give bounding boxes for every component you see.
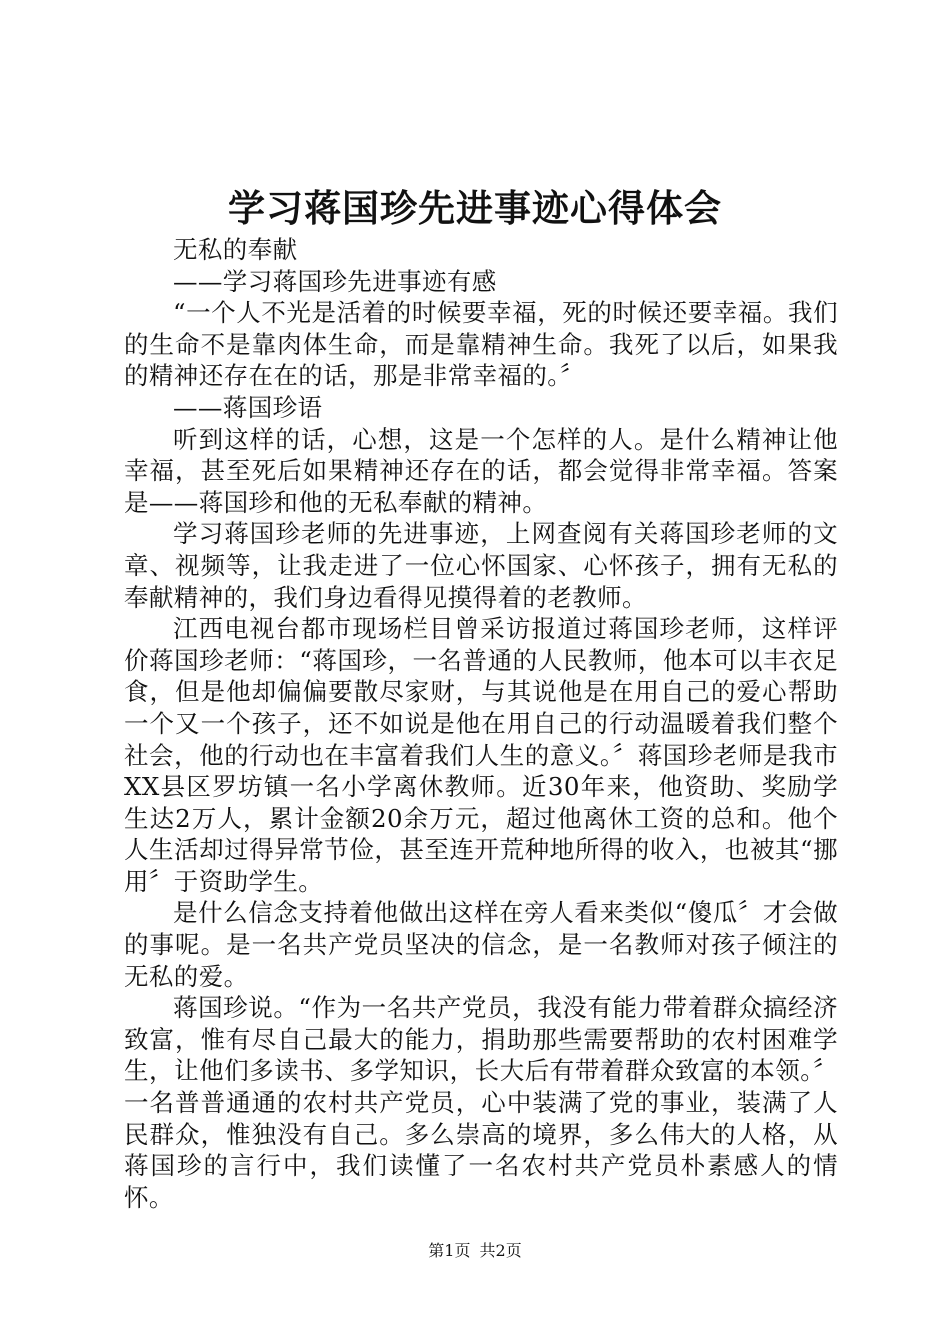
paragraph: 听到这样的话，心想，这是一个怎样的人。是什么精神让他幸福，甚至死后如果精神还存在的话，都会觉得非常幸福。答案是——蒋国珍和他的无私奉献的精神。 — [124, 424, 838, 517]
paragraph: 江西电视台都市现场栏目曾采访报道过蒋国珍老师，这样评价蒋国珍老师：“蒋国珍，一名普通的人民教师，他本可以丰衣足食，但是他却偏偏要散尽家财，与其说他是在用自己的爱心帮助一个又一个孩子，还不如说是他在用自己的行动温暖着我们整个社会，他的行动也在丰富着我们人生的意义。〞蒋国珍老师是我市XX县区罗坊镇一名小学离休教师。近30年来，他资助、奖励学生达2万人，累计金额20余万元，超过他离休工资的总和。他个人生活却过得异常节俭，甚至连开荒种地所得的收入，也被其“挪用〞于资助学生。 — [124, 614, 838, 896]
paragraph-quote-attribution: ——蒋国珍语 — [173, 392, 323, 422]
page-total: 共2页 — [479, 1241, 522, 1260]
page-number: 第1页 — [428, 1241, 471, 1260]
paragraph-essay-title: 无私的奉献 — [173, 235, 298, 264]
paragraph-essay-subtitle: ——学习蒋国珍先进事迹有感 — [173, 266, 497, 296]
document-title: 学习蒋国珍先进事迹心得体会 — [228, 186, 722, 230]
document-body — [124, 234, 838, 1213]
paragraph-quote: “一个人不光是活着的时候要幸福，死的时候还要幸福。我们的生命不是靠肉体生命，而是靠精神生命。我死了以后，如果我的精神还存在在的话，那是非常幸福的。〞 — [124, 298, 838, 391]
paragraph: 学习蒋国珍老师的先进事迹，上网查阅有关蒋国珍老师的文章、视频等，让我走进了一位心怀国家、心怀孩子，拥有无私的奉献精神的，我们身边看得见摸得着的老教师。 — [124, 519, 838, 612]
page-footer — [0, 1240, 950, 1262]
paragraph: 蒋国珍说。“作为一名共产党员，我没有能力带着群众搞经济致富，惟有尽自己最大的能力，捐助那些需要帮助的农村困难学生，让他们多读书、多学知识，长大后有带着群众致富的本领。〞一名普普通通的农村共产党员，心中装满了党的事业，装满了人民群众，惟独没有自己。多么崇高的境界，多么伟大的人格，从蒋国珍的言行中，我们读懂了一名农村共产党员朴素感人的情怀。 — [124, 993, 838, 1212]
paragraph: 是什么信念支持着他做出这样在旁人看来类似“傻瓜〞才会做的事呢。是一名共产党员坚决的信念，是一名教师对孩子倾注的无私的爱。 — [124, 898, 838, 991]
